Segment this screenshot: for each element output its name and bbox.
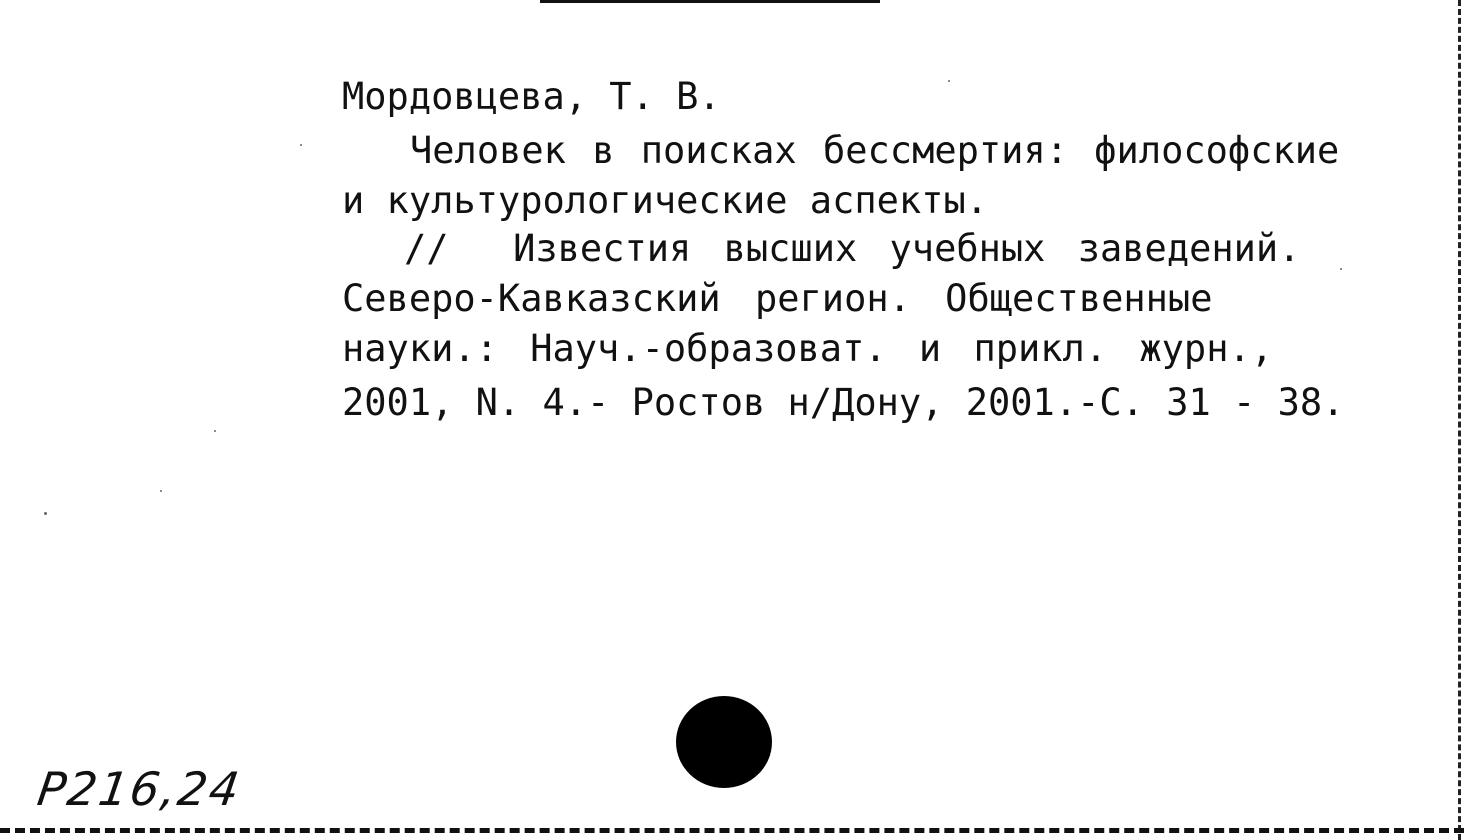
source-line-4: 2001, N. 4.- Ростов н/Дону, 2001.-С. 31 - 38. bbox=[342, 381, 1345, 424]
source-line-2: Северо-Кавказский регион. Общественные bbox=[342, 277, 1213, 320]
call-number: P216,24 bbox=[34, 762, 245, 816]
source-line-3: науки.: Науч.-образоват. и прикл. журн., bbox=[342, 327, 1274, 370]
punch-hole bbox=[676, 696, 772, 788]
scan-speck bbox=[948, 80, 950, 82]
title-line-1: Человек в поисках бессмертия: философские bbox=[410, 129, 1340, 172]
scan-speck bbox=[300, 144, 302, 146]
scan-speck bbox=[214, 430, 216, 432]
scan-speck bbox=[160, 490, 162, 492]
title-line-2: и культурологические аспекты. bbox=[342, 179, 989, 222]
right-edge-marks bbox=[1458, 0, 1464, 840]
scan-speck bbox=[1340, 268, 1342, 270]
top-border-line bbox=[540, 0, 880, 3]
source-line-1: // Известия высших учебных заведений. bbox=[404, 227, 1301, 270]
scan-speck bbox=[44, 512, 47, 515]
bottom-border-line bbox=[0, 828, 1464, 833]
author-name: Мордовцева, Т. В. bbox=[342, 75, 721, 118]
